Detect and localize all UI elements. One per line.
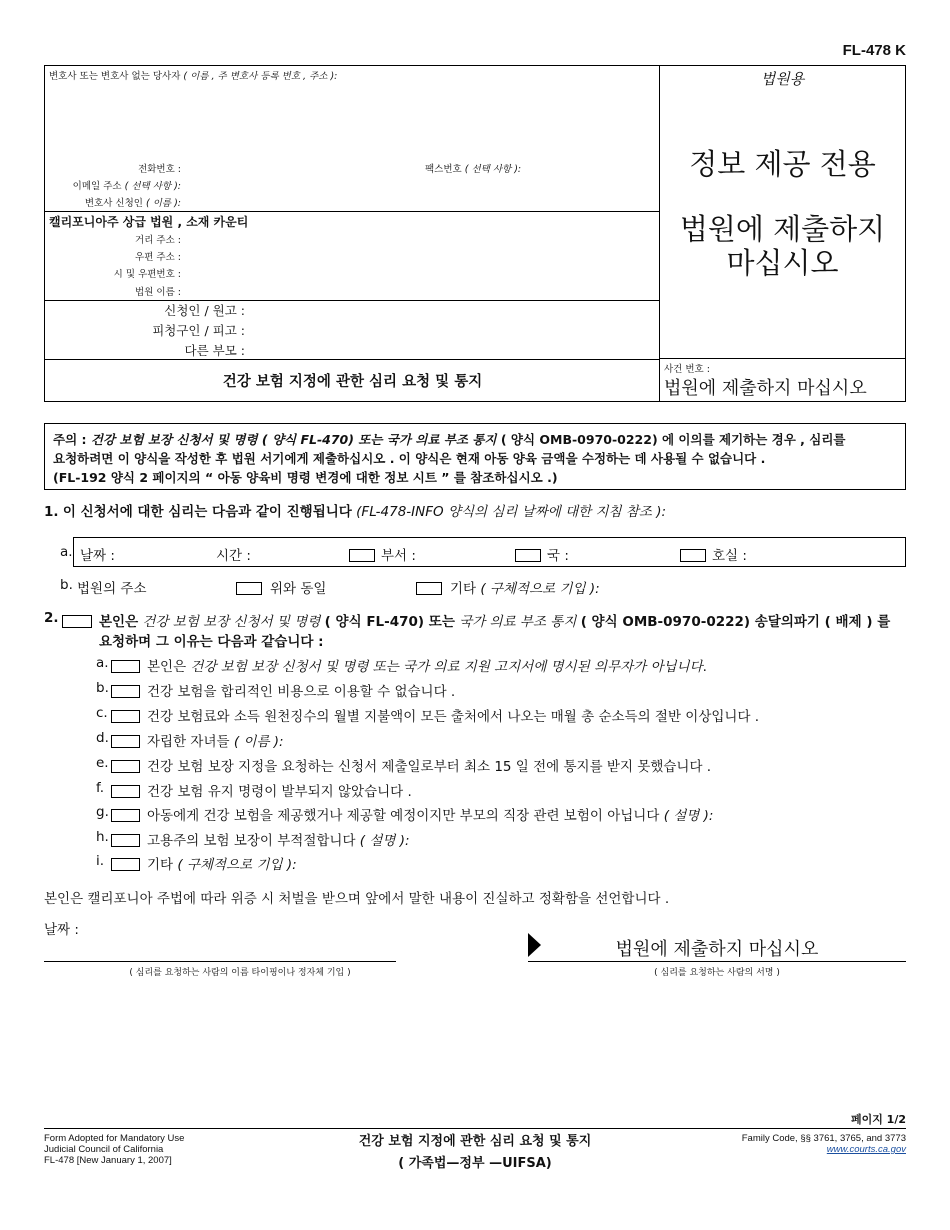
reason-text	[147, 655, 707, 675]
item-letter: h.	[96, 829, 109, 845]
reason-text	[147, 853, 297, 873]
fax-label-note: ( 선택 사항 ):	[464, 164, 522, 175]
notice-forms: 건강 보험 보장 신청서 및 명령 ( 양식 FL-470) 또는 국가 의료 부조 통지	[90, 432, 497, 447]
reason-main: 건강 보험을 합리적인 비용으로 이용할 수 없습니다 .	[147, 684, 456, 700]
other-address-label	[450, 577, 600, 597]
signature-value[interactable]: 법원에 제출하지 마십시오	[615, 939, 819, 960]
signature-line	[528, 961, 906, 962]
respondent-label: 피청구인 / 피고 :	[152, 323, 245, 338]
caption-left	[45, 66, 660, 401]
dept-checkbox[interactable]	[349, 545, 375, 564]
declaration: 본인은 캘리포니아 주법에 따라 위증 시 처벌을 받으며 앞에서 말한 내용이 진실하고 정확함을 선언합니다 .	[44, 891, 670, 907]
item-letter: b.	[96, 680, 109, 696]
caption-box	[44, 65, 906, 402]
section-2-number	[44, 610, 59, 626]
footer-adopted: Form Adopted for Mandatory Use	[44, 1133, 185, 1144]
footer-center	[300, 1131, 650, 1175]
reason-checkbox[interactable]	[111, 805, 140, 824]
attorney-for-note: ( 이름 ):	[145, 198, 181, 209]
reason-main: 건강 보험 유지 명령이 발부되지 않았습니다 .	[147, 784, 412, 800]
section-1-text: 이 신청서에 대한 심리는 다음과 같이 진행됩니다	[62, 504, 352, 520]
other-parent-label: 다른 부모 :	[184, 343, 245, 358]
reason-text	[147, 804, 713, 824]
s2-t1: 본인은	[99, 614, 139, 630]
branch-label: 법원 이름 :	[135, 287, 181, 298]
room-checkbox[interactable]	[680, 545, 706, 564]
item-letter: a.	[96, 655, 109, 671]
reason-text	[147, 705, 759, 725]
item-letter: g.	[96, 804, 109, 820]
footer-subtitle: ( 가족법—정부 —UIFSA)	[398, 1156, 552, 1171]
divider	[45, 211, 659, 212]
other-address-note: ( 구체적으로 기입 ):	[480, 581, 600, 597]
fax-label-text: 팩스번호	[425, 164, 462, 175]
notice-line-2: 요청하려면 이 양식을 작성한 후 법원 서기에게 제출하십시오 . 이 양식은 현재 아동 양육 금액을 수정하는 데 사용될 수 없습니다 .	[53, 451, 766, 466]
notice-line-1	[53, 430, 897, 449]
court-heading: 캘리포니아주 상급 법원 , 소재 카운티	[49, 215, 249, 229]
section-2-line-2	[99, 630, 324, 650]
name-caption: ( 심리를 요청하는 사람의 이름 타이핑이나 정자체 기입 )	[129, 968, 351, 978]
street-label: 거리 주소 :	[135, 235, 181, 246]
section-1-number: 1.	[44, 504, 59, 520]
divider	[660, 358, 905, 359]
reason-checkbox[interactable]	[111, 781, 140, 800]
signature-caption: ( 심리를 요청하는 사람의 서명 )	[654, 968, 780, 978]
fax-label	[425, 161, 521, 175]
court-address-label: 법원의 주소	[77, 581, 147, 597]
reason-checkbox[interactable]	[111, 681, 140, 700]
same-checkbox[interactable]	[236, 578, 262, 597]
section-2-num-text: 2.	[44, 610, 59, 626]
attorney-for-text: 변호사 신청인	[84, 198, 143, 209]
section-2-checkbox[interactable]	[62, 611, 92, 630]
item-1a-letter: a.	[60, 544, 73, 560]
notice-text-1: ( 양식 OMB-0970-0222) 에 이의를 제기하는 경우 , 심리를	[500, 432, 846, 447]
form-number: FL-478 K	[842, 42, 906, 59]
reason-main: 고용주의 보험 보장이 부적절합니다	[147, 833, 356, 849]
reason-text	[147, 680, 455, 700]
item-1b-letter: b.	[60, 577, 73, 593]
footer-website-link[interactable]: www.courts.ca.gov	[826, 1144, 906, 1155]
email-label	[45, 178, 181, 192]
item-letter: c.	[96, 705, 108, 721]
notice-line-3: (FL-192 양식 2 페이지의 “ 아동 양육비 명령 변경에 대한 정보 시트 ” 를 참조하십시오 .)	[53, 470, 558, 485]
other-address-text: 기타	[450, 581, 477, 597]
reason-text	[147, 829, 410, 849]
reason-main: 본인은	[147, 659, 187, 675]
footer-right	[742, 1133, 906, 1155]
reason-note: ( 구체적으로 기입 ):	[177, 857, 297, 873]
footer-code: Family Code, §§ 3761, 3765, and 3773	[741, 1133, 906, 1144]
case-number-value[interactable]: 법원에 제출하지 마십시오	[664, 378, 867, 399]
footer-council: Judicial Council of California	[44, 1144, 164, 1155]
reason-note: 건강 보험 보장 신청서 및 명령 또는 국가 의료 지원 고지서에 명시된 의무자가 아닙니다	[190, 659, 703, 675]
info-only-label: 정보 제공 전용	[689, 147, 876, 181]
section-2-line-1	[99, 610, 909, 630]
name-line[interactable]	[44, 961, 396, 962]
reason-tail: .	[702, 659, 707, 675]
reason-note: ( 설명 ):	[359, 833, 410, 849]
dept-label: 부서 :	[381, 548, 416, 564]
reason-main: 기타	[147, 857, 174, 873]
s2-t3: ( 양식 FL-470) 또는	[324, 614, 455, 630]
reason-text	[147, 755, 711, 775]
reason-note: ( 설명 ):	[663, 808, 714, 824]
city-zip-label: 시 및 우편번호 :	[113, 269, 181, 280]
section-1-heading	[44, 500, 666, 520]
notice-label: 주의 :	[53, 432, 87, 447]
email-label-text: 이메일 주소	[72, 181, 122, 192]
s2-t2: 건강 보험 보장 신청서 및 명령	[142, 614, 321, 630]
item-letter: i.	[96, 853, 105, 869]
reason-checkbox[interactable]	[111, 830, 140, 849]
same-label: 위와 동일	[270, 581, 327, 597]
hearing-time-label[interactable]: 시간 :	[216, 548, 251, 564]
footer-form-id: FL-478 [New January 1, 2007]	[44, 1155, 172, 1166]
div-checkbox[interactable]	[515, 545, 541, 564]
form-title: 건강 보험 지정에 관한 심리 요청 및 통지	[222, 374, 483, 390]
item-letter: d.	[96, 730, 109, 746]
petitioner-label: 신청인 / 원고 :	[164, 303, 245, 318]
page-number: 페이지 1/2	[850, 1113, 906, 1126]
other-address-checkbox[interactable]	[416, 578, 442, 597]
reason-main: 자립한 자녀들	[147, 734, 230, 750]
attorney-for-label	[45, 195, 181, 209]
s2-t4: 국가 의료 부조 통지	[459, 614, 577, 630]
room-label: 호실 :	[712, 548, 747, 564]
footer-left	[44, 1133, 184, 1166]
date-label[interactable]: 날짜 :	[44, 922, 79, 938]
do-not-file-line-1: 법원에 제출하지	[679, 212, 886, 246]
reason-checkbox[interactable]	[111, 656, 140, 675]
reason-main: 건강 보험료와 소득 원천징수의 월별 지불액이 모든 출처에서 나오는 매월 총 순소득의 절반 이상입니다 .	[147, 709, 760, 725]
do-not-file-line-2: 마십시오	[726, 246, 839, 280]
s2-t5: ( 양식 OMB-0970-0222) 송달의파기 ( 배제 ) 를	[580, 614, 891, 630]
notice-box	[44, 423, 906, 490]
party-label	[49, 68, 337, 82]
reason-main: 아동에게 건강 보험을 제공했거나 제공할 예정이지만 부모의 직장 관련 보험이 아닙니다	[147, 808, 660, 824]
item-letter: e.	[96, 755, 109, 771]
court-use-label: 법원용	[760, 70, 805, 88]
reason-text	[147, 730, 284, 750]
reason-note: ( 이름 ):	[233, 734, 284, 750]
reason-text	[147, 780, 412, 800]
mailing-label: 우편 주소 :	[135, 252, 181, 263]
email-label-note: ( 선택 사항 ):	[124, 181, 181, 192]
reason-checkbox[interactable]	[111, 731, 140, 750]
div-label: 국 :	[547, 548, 569, 564]
section-1-note: (FL-478-INFO 양식의 심리 날짜에 대한 지침 참조 ):	[356, 504, 667, 520]
reason-main: 건강 보험 보장 지정을 요청하는 신청서 제출일로부터 최소 15 일 전에 통지를 받지 못했습니다 .	[147, 759, 712, 775]
hearing-row-box	[73, 537, 906, 567]
footer-divider	[44, 1128, 906, 1129]
do-not-file-label	[660, 212, 905, 280]
phone-label: 전화번호 :	[138, 164, 181, 175]
reason-checkbox[interactable]	[111, 854, 140, 873]
reason-checkbox[interactable]	[111, 706, 140, 725]
hearing-date-label[interactable]: 날짜 :	[80, 548, 115, 564]
case-number-label: 사건 번호 :	[664, 364, 710, 375]
s2-line2-text: 요청하며 그 이유는 다음과 같습니다 :	[99, 634, 324, 650]
item-letter: f.	[96, 780, 105, 796]
party-label-note: ( 이름 , 주 변호사 등록 번호 , 주소 ):	[183, 71, 338, 82]
caption-right	[660, 66, 905, 401]
party-label-text: 변호사 또는 변호사 없는 당사자	[49, 71, 181, 82]
reason-checkbox[interactable]	[111, 756, 140, 775]
footer-title: 건강 보험 지정에 관한 심리 요청 및 통지	[358, 1134, 592, 1149]
